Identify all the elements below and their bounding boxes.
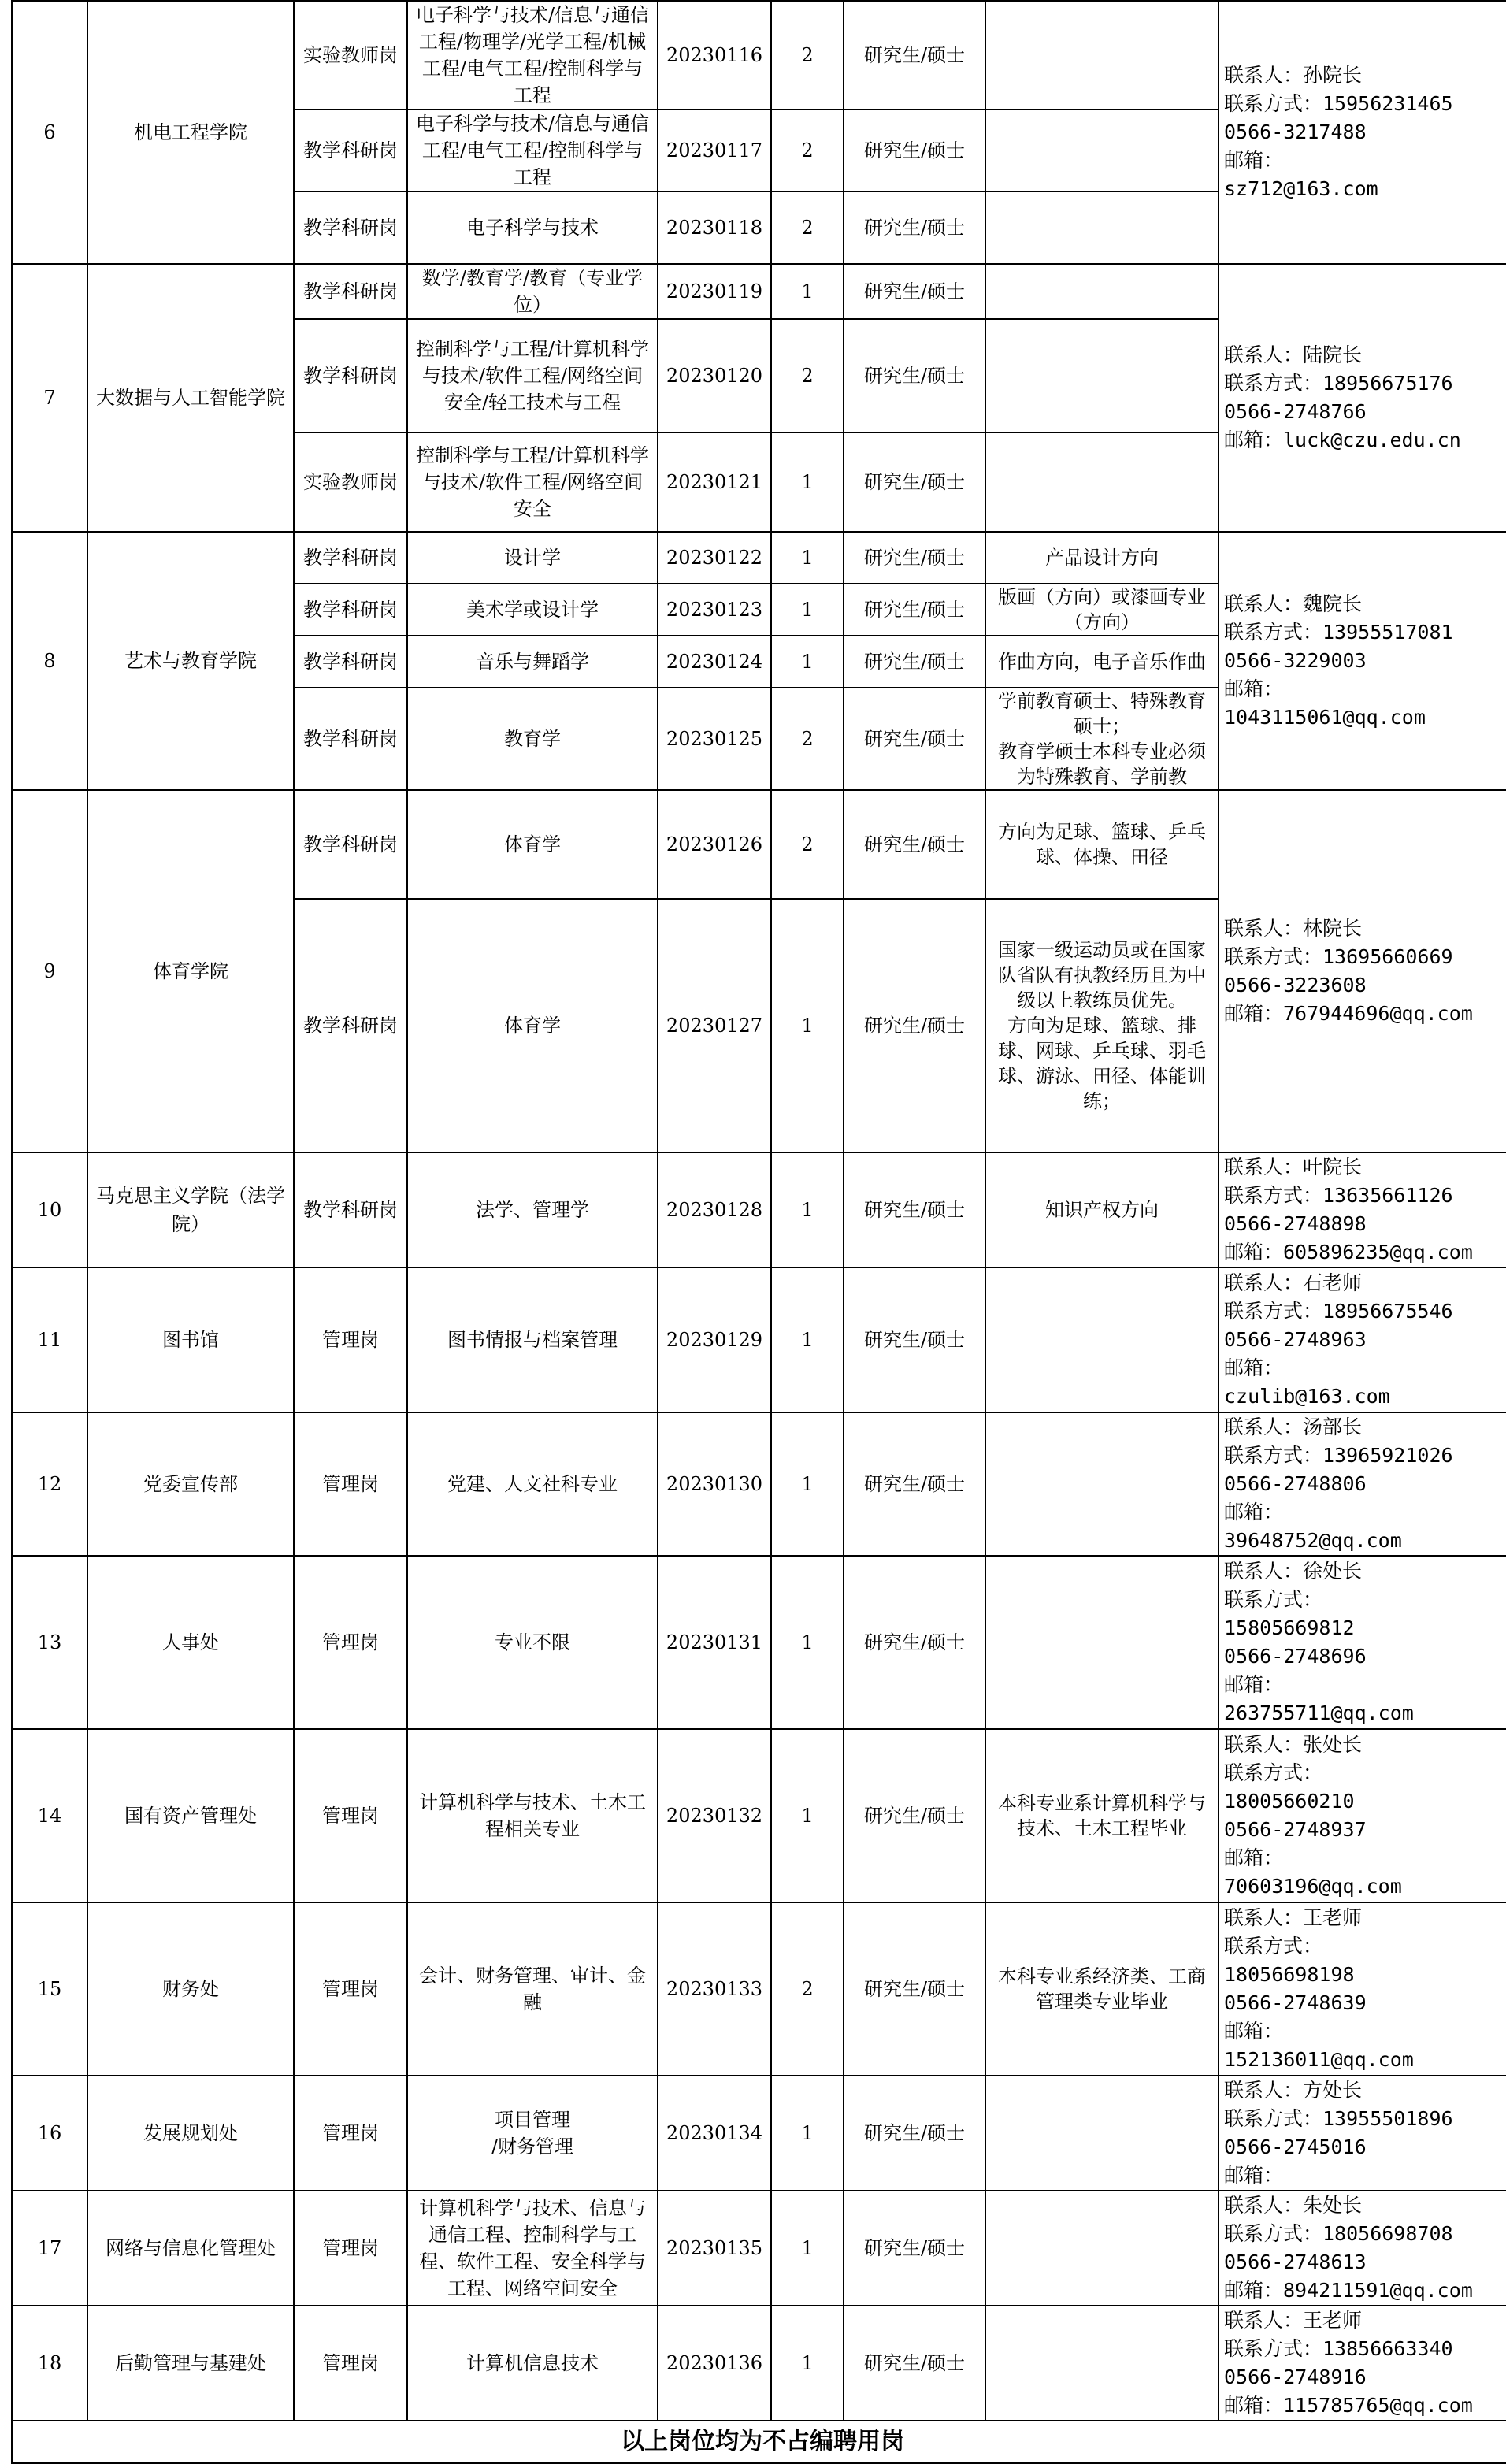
major-cell: 专业不限: [407, 1556, 658, 1729]
position-type-cell: 管理岗: [294, 1267, 407, 1412]
headcount-cell: 1: [771, 2306, 844, 2421]
row-number-cell: 14: [12, 1729, 87, 1902]
table-row: [12, 264, 1506, 319]
education-cell: 研究生/硕士: [844, 899, 985, 1152]
education-cell: 研究生/硕士: [844, 688, 985, 790]
position-code-cell: 20230131: [658, 1556, 771, 1729]
education-cell: 研究生/硕士: [844, 1729, 985, 1902]
headcount-cell: 1: [771, 636, 844, 688]
major-cell: 控制科学与工程/计算机科学与技术/软件工程/网络空间安全/轻工技术与工程: [407, 319, 658, 432]
education-cell: 研究生/硕士: [844, 2076, 985, 2191]
position-type-cell: 管理岗: [294, 1556, 407, 1729]
table-row: [12, 2076, 1506, 2191]
major-cell: 数学/教育学/教育（专业学位）: [407, 264, 658, 319]
major-cell: 计算机科学与技术、信息与通信工程、控制科学与工程、软件工程、安全科学与工程、网络空间安全: [407, 2191, 658, 2306]
major-cell: 控制科学与工程/计算机科学与技术/软件工程/网络空间安全: [407, 432, 658, 532]
remark-cell: 国家一级运动员或在国家队省队有执教经历且为中级以上教练员优先。 方向为足球、篮球、排球、网球、乒乓球、羽毛球、游泳、田径、体能训练；: [985, 899, 1219, 1152]
position-code-cell: 20230116: [658, 1, 771, 109]
position-type-cell: 管理岗: [294, 2306, 407, 2421]
remark-cell: 本科专业系计算机科学与技术、土木工程毕业: [985, 1729, 1219, 1902]
remark-cell: 知识产权方向: [985, 1152, 1219, 1267]
position-code-cell: 20230125: [658, 688, 771, 790]
major-cell: 项目管理 /财务管理: [407, 2076, 658, 2191]
department-cell: 人事处: [87, 1556, 294, 1729]
remark-cell: 学前教育硕士、特殊教育硕士； 教育学硕士本科专业必须为特殊教育、学前教: [985, 688, 1219, 790]
headcount-cell: 2: [771, 319, 844, 432]
education-cell: 研究生/硕士: [844, 2191, 985, 2306]
table-row: [12, 532, 1506, 584]
remark-cell: [985, 1267, 1219, 1412]
position-type-cell: 管理岗: [294, 1902, 407, 2076]
remark-cell: [985, 1556, 1219, 1729]
headcount-cell: 1: [771, 532, 844, 584]
education-cell: 研究生/硕士: [844, 191, 985, 264]
row-number-cell: 10: [12, 1152, 87, 1267]
position-code-cell: 20230132: [658, 1729, 771, 1902]
education-cell: 研究生/硕士: [844, 532, 985, 584]
table-row: [12, 1152, 1506, 1267]
table-row: [12, 790, 1506, 899]
table-row: [12, 2306, 1506, 2421]
education-cell: 研究生/硕士: [844, 1412, 985, 1556]
row-number-cell: 9: [12, 790, 87, 1152]
department-cell: 财务处: [87, 1902, 294, 2076]
position-code-cell: 20230136: [658, 2306, 771, 2421]
remark-cell: [985, 109, 1219, 191]
remark-cell: [985, 432, 1219, 532]
contact-cell: 联系人：林院长 联系方式：13695660669 0566-3223608 邮箱：767944696@qq.com: [1219, 790, 1506, 1152]
position-type-cell: 管理岗: [294, 2076, 407, 2191]
department-cell: 党委宣传部: [87, 1412, 294, 1556]
remark-cell: 产品设计方向: [985, 532, 1219, 584]
contact-cell: 联系人：方处长 联系方式：13955501896 0566-2745016 邮箱：: [1219, 2076, 1506, 2191]
remark-cell: 版画（方向）或漆画专业（方向）: [985, 584, 1219, 636]
major-cell: 设计学: [407, 532, 658, 584]
major-cell: 计算机信息技术: [407, 2306, 658, 2421]
contact-cell: 联系人：徐处长 联系方式： 15805669812 0566-2748696 邮箱： 263755711@qq.com: [1219, 1556, 1506, 1729]
education-cell: 研究生/硕士: [844, 636, 985, 688]
row-number-cell: 16: [12, 2076, 87, 2191]
headcount-cell: 2: [771, 109, 844, 191]
department-cell: 大数据与人工智能学院: [87, 264, 294, 532]
education-cell: 研究生/硕士: [844, 790, 985, 899]
headcount-cell: 1: [771, 584, 844, 636]
remark-cell: [985, 1412, 1219, 1556]
education-cell: 研究生/硕士: [844, 584, 985, 636]
major-cell: 党建、人文社科专业: [407, 1412, 658, 1556]
education-cell: 研究生/硕士: [844, 1556, 985, 1729]
row-number-cell: 12: [12, 1412, 87, 1556]
position-code-cell: 20230121: [658, 432, 771, 532]
headcount-cell: 2: [771, 1902, 844, 2076]
education-cell: 研究生/硕士: [844, 2306, 985, 2421]
major-cell: 计算机科学与技术、土木工程相关专业: [407, 1729, 658, 1902]
position-code-cell: 20230119: [658, 264, 771, 319]
table-row: [12, 1729, 1506, 1902]
position-code-cell: 20230130: [658, 1412, 771, 1556]
headcount-cell: 1: [771, 432, 844, 532]
department-cell: 马克思主义学院（法学院）: [87, 1152, 294, 1267]
contact-cell: 联系人：朱处长 联系方式：18056698708 0566-2748613 邮箱：894211591@qq.com: [1219, 2191, 1506, 2306]
recruitment-table-container: [11, 0, 1506, 2464]
headcount-cell: 1: [771, 1152, 844, 1267]
position-type-cell: 实验教师岗: [294, 1, 407, 109]
position-type-cell: 教学科研岗: [294, 191, 407, 264]
education-cell: 研究生/硕士: [844, 432, 985, 532]
row-number-cell: 6: [12, 1, 87, 264]
department-cell: 后勤管理与基建处: [87, 2306, 294, 2421]
position-type-cell: 教学科研岗: [294, 790, 407, 899]
position-code-cell: 20230126: [658, 790, 771, 899]
headcount-cell: 1: [771, 2076, 844, 2191]
contact-cell: 联系人：张处长 联系方式： 18005660210 0566-2748937 邮箱： 70603196@qq.com: [1219, 1729, 1506, 1902]
department-cell: 机电工程学院: [87, 1, 294, 264]
contact-cell: 联系人：魏院长 联系方式：13955517081 0566-3229003 邮箱： 1043115061@qq.com: [1219, 532, 1506, 790]
education-cell: 研究生/硕士: [844, 1152, 985, 1267]
headcount-cell: 1: [771, 264, 844, 319]
position-code-cell: 20230118: [658, 191, 771, 264]
position-code-cell: 20230117: [658, 109, 771, 191]
education-cell: 研究生/硕士: [844, 109, 985, 191]
position-code-cell: 20230123: [658, 584, 771, 636]
contact-cell: 联系人：石老师 联系方式：18956675546 0566-2748963 邮箱： czulib@163.com: [1219, 1267, 1506, 1412]
headcount-cell: 2: [771, 790, 844, 899]
headcount-cell: 1: [771, 1267, 844, 1412]
position-code-cell: 20230120: [658, 319, 771, 432]
major-cell: 电子科学与技术/信息与通信工程/物理学/光学工程/机械工程/电气工程/控制科学与工程: [407, 1, 658, 109]
position-type-cell: 教学科研岗: [294, 319, 407, 432]
recruitment-table: [11, 0, 1506, 2421]
headcount-cell: 1: [771, 1556, 844, 1729]
table-row: [12, 1267, 1506, 1412]
major-cell: 教育学: [407, 688, 658, 790]
headcount-cell: 2: [771, 1, 844, 109]
remark-cell: [985, 319, 1219, 432]
department-cell: 发展规划处: [87, 2076, 294, 2191]
major-cell: 电子科学与技术/信息与通信工程/电气工程/控制科学与工程: [407, 109, 658, 191]
position-code-cell: 20230135: [658, 2191, 771, 2306]
headcount-cell: 2: [771, 191, 844, 264]
row-number-cell: 8: [12, 532, 87, 790]
department-cell: 体育学院: [87, 790, 294, 1152]
contact-cell: 联系人：陆院长 联系方式：18956675176 0566-2748766 邮箱：luck@czu.edu.cn: [1219, 264, 1506, 532]
position-type-cell: 教学科研岗: [294, 109, 407, 191]
table-row: [12, 1902, 1506, 2076]
department-cell: 国有资产管理处: [87, 1729, 294, 1902]
position-type-cell: 教学科研岗: [294, 532, 407, 584]
position-code-cell: 20230128: [658, 1152, 771, 1267]
major-cell: 音乐与舞蹈学: [407, 636, 658, 688]
education-cell: 研究生/硕士: [844, 1267, 985, 1412]
remark-cell: [985, 264, 1219, 319]
education-cell: 研究生/硕士: [844, 1902, 985, 2076]
department-cell: 艺术与教育学院: [87, 532, 294, 790]
remark-cell: [985, 2306, 1219, 2421]
remark-cell: 本科专业系经济类、工商管理类专业毕业: [985, 1902, 1219, 2076]
contact-cell: 联系人：王老师 联系方式： 18056698198 0566-2748639 邮箱： 152136011@qq.com: [1219, 1902, 1506, 2076]
major-cell: 法学、管理学: [407, 1152, 658, 1267]
contact-cell: 联系人：孙院长 联系方式：15956231465 0566-3217488 邮箱： sz712@163.com: [1219, 1, 1506, 264]
position-code-cell: 20230124: [658, 636, 771, 688]
headcount-cell: 2: [771, 688, 844, 790]
headcount-cell: 1: [771, 1729, 844, 1902]
major-cell: 电子科学与技术: [407, 191, 658, 264]
contact-cell: 联系人：汤部长 联系方式：13965921026 0566-2748806 邮箱： 39648752@qq.com: [1219, 1412, 1506, 1556]
row-number-cell: 13: [12, 1556, 87, 1729]
table-row: [12, 2191, 1506, 2306]
table-row: [12, 1556, 1506, 1729]
footer-note: 以上岗位均为不占编聘用岗: [11, 2421, 1506, 2464]
position-type-cell: 教学科研岗: [294, 584, 407, 636]
position-code-cell: 20230134: [658, 2076, 771, 2191]
contact-cell: 联系人：王老师 联系方式：13856663340 0566-2748916 邮箱：115785765@qq.com: [1219, 2306, 1506, 2421]
table-row: [12, 1, 1506, 109]
position-type-cell: 教学科研岗: [294, 899, 407, 1152]
position-code-cell: 20230122: [658, 532, 771, 584]
position-code-cell: 20230127: [658, 899, 771, 1152]
remark-cell: 方向为足球、篮球、乒乓球、体操、田径: [985, 790, 1219, 899]
position-type-cell: 教学科研岗: [294, 688, 407, 790]
position-type-cell: 教学科研岗: [294, 264, 407, 319]
remark-cell: 作曲方向，电子音乐作曲: [985, 636, 1219, 688]
row-number-cell: 15: [12, 1902, 87, 2076]
department-cell: 网络与信息化管理处: [87, 2191, 294, 2306]
remark-cell: [985, 2191, 1219, 2306]
major-cell: 体育学: [407, 899, 658, 1152]
position-type-cell: 管理岗: [294, 1729, 407, 1902]
position-type-cell: 管理岗: [294, 1412, 407, 1556]
position-type-cell: 实验教师岗: [294, 432, 407, 532]
contact-cell: 联系人：叶院长 联系方式：13635661126 0566-2748898 邮箱：605896235@qq.com: [1219, 1152, 1506, 1267]
education-cell: 研究生/硕士: [844, 319, 985, 432]
row-number-cell: 11: [12, 1267, 87, 1412]
major-cell: 美术学或设计学: [407, 584, 658, 636]
major-cell: 会计、财务管理、审计、金融: [407, 1902, 658, 2076]
major-cell: 图书情报与档案管理: [407, 1267, 658, 1412]
position-code-cell: 20230129: [658, 1267, 771, 1412]
row-number-cell: 7: [12, 264, 87, 532]
position-type-cell: 教学科研岗: [294, 1152, 407, 1267]
table-row: [12, 1412, 1506, 1556]
education-cell: 研究生/硕士: [844, 1, 985, 109]
position-code-cell: 20230133: [658, 1902, 771, 2076]
position-type-cell: 管理岗: [294, 2191, 407, 2306]
remark-cell: [985, 2076, 1219, 2191]
headcount-cell: 1: [771, 899, 844, 1152]
position-type-cell: 教学科研岗: [294, 636, 407, 688]
row-number-cell: 17: [12, 2191, 87, 2306]
headcount-cell: 1: [771, 2191, 844, 2306]
department-cell: 图书馆: [87, 1267, 294, 1412]
education-cell: 研究生/硕士: [844, 264, 985, 319]
remark-cell: [985, 1, 1219, 109]
remark-cell: [985, 191, 1219, 264]
major-cell: 体育学: [407, 790, 658, 899]
headcount-cell: 1: [771, 1412, 844, 1556]
row-number-cell: 18: [12, 2306, 87, 2421]
